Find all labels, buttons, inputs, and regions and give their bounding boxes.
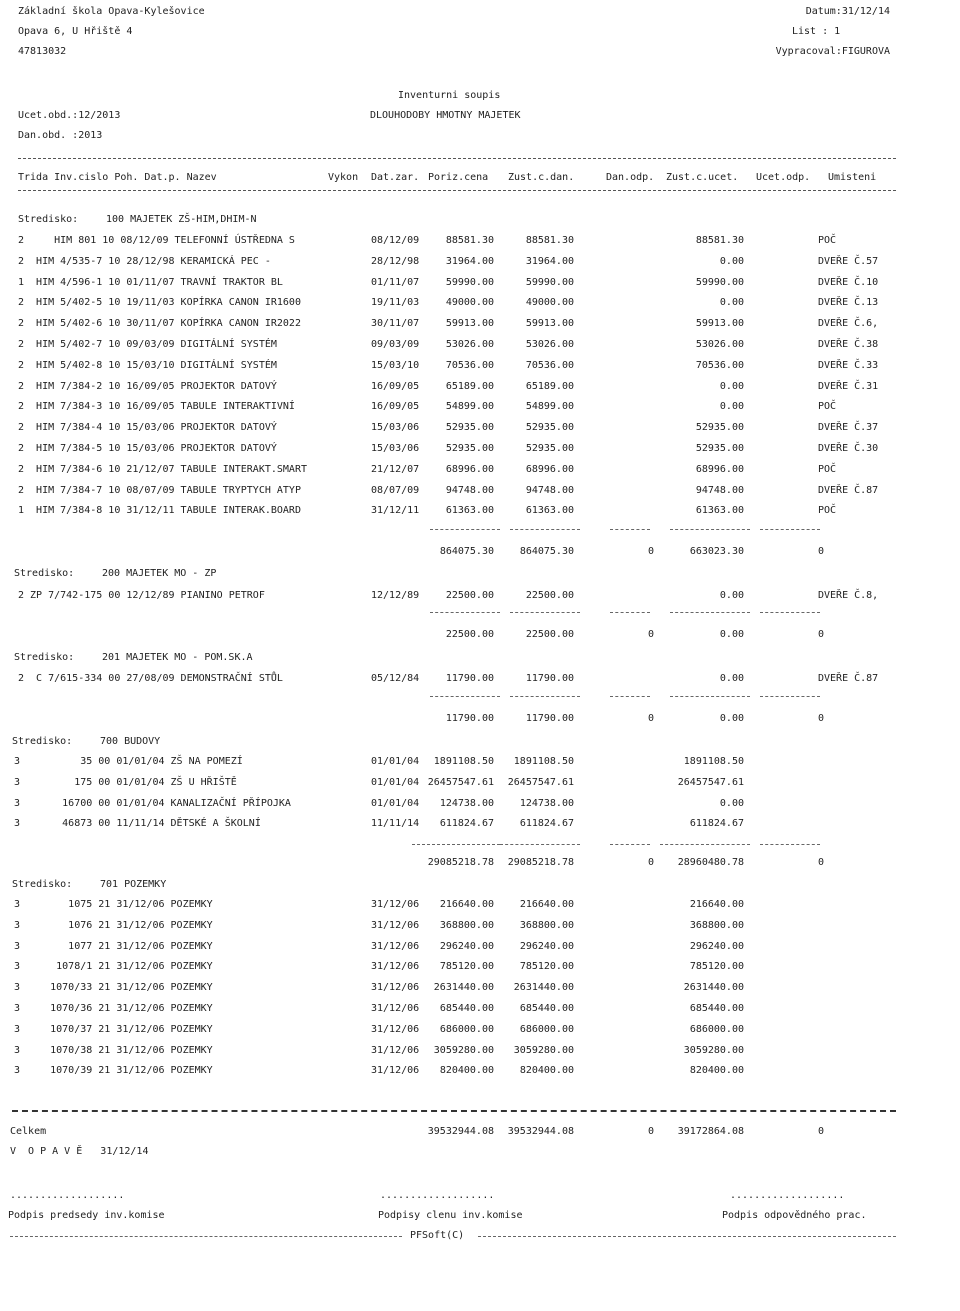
row-accounting-residual: 0.00 xyxy=(719,256,744,267)
subtotal-line xyxy=(760,612,820,613)
row-acquisition-price: 53026.00 xyxy=(445,339,494,350)
row-tax-residual: 124738.00 xyxy=(519,798,574,809)
row-acquisition-price: 820400.00 xyxy=(439,1065,494,1076)
grand-total-ucet-odp: 0 xyxy=(817,1126,824,1137)
section-label: Stredisko: xyxy=(12,736,73,747)
grand-total-label: Celkem xyxy=(10,1126,47,1137)
row-accounting-residual: 820400.00 xyxy=(689,1065,744,1076)
row-tax-residual: 54899.00 xyxy=(525,401,574,412)
row-accounting-residual: 68996.00 xyxy=(695,464,744,475)
grand-total-divider xyxy=(12,1110,896,1112)
total-tax-residual: 22500.00 xyxy=(525,629,574,640)
row-description: 2 HIM 7/384-4 10 15/03/06 PROJEKTOR DATOVÝ xyxy=(18,422,277,433)
row-location: DVEŘE Č.57 xyxy=(818,256,879,267)
subtotal-line xyxy=(670,612,750,613)
subtotal-line xyxy=(660,844,750,845)
row-acquired-date: 01/01/04 xyxy=(371,756,420,767)
section-label: Stredisko: xyxy=(14,568,75,579)
subtotal-line xyxy=(760,844,820,845)
col-vykon: Vykon xyxy=(328,172,359,183)
row-description: 2 HIM 5/402-7 10 09/03/09 DIGITÁLNÍ SYSTÉM xyxy=(18,339,277,350)
row-description: 3 1075 21 31/12/06 POZEMKY xyxy=(14,899,213,910)
subtotal-line xyxy=(670,529,750,530)
row-acquisition-price: 61363.00 xyxy=(445,505,494,516)
row-accounting-residual: 368800.00 xyxy=(689,920,744,931)
row-acquired-date: 28/12/98 xyxy=(371,256,420,267)
row-acquired-date: 01/01/04 xyxy=(371,777,420,788)
row-tax-residual: 94748.00 xyxy=(525,485,574,496)
row-acquisition-price: 68996.00 xyxy=(445,464,494,475)
row-description: 3 16700 00 01/01/04 KANALIZAČNÍ PŘÍPOJKA xyxy=(14,798,291,809)
row-acquired-date: 15/03/06 xyxy=(371,422,420,433)
row-acquisition-price: 52935.00 xyxy=(445,422,494,433)
row-accounting-residual: 0.00 xyxy=(719,381,744,392)
row-description: 2 HIM 5/402-6 10 30/11/07 KOPÍRKA CANON IR2022 xyxy=(18,318,301,329)
total-acquisition-price: 29085218.78 xyxy=(427,857,494,868)
row-acquired-date: 19/11/03 xyxy=(371,297,420,308)
section-label: Stredisko: xyxy=(18,214,79,225)
row-description: 2 HIM 7/384-2 10 16/09/05 PROJEKTOR DATOVÝ xyxy=(18,381,277,392)
row-acquisition-price: 59913.00 xyxy=(445,318,494,329)
row-acquired-date: 11/11/14 xyxy=(371,818,420,829)
row-description: 1 HIM 7/384-8 10 31/12/11 TABULE INTERAK.BOARD xyxy=(18,505,301,516)
subtotal-line xyxy=(500,844,580,845)
subtotal-line xyxy=(430,696,500,697)
row-acquisition-price: 59990.00 xyxy=(445,277,494,288)
section-code: 701 POZEMKY xyxy=(100,879,167,890)
grand-total-zust-ucet: 39172864.08 xyxy=(677,1126,744,1137)
row-accounting-residual: 53026.00 xyxy=(695,339,744,350)
total-accounting-residual: 0.00 xyxy=(719,713,744,724)
col-umisteni: Umisteni xyxy=(828,172,877,183)
row-description: 3 1078/1 21 31/12/06 POZEMKY xyxy=(14,961,213,972)
row-accounting-residual: 686000.00 xyxy=(689,1024,744,1035)
row-accounting-residual: 26457547.61 xyxy=(677,777,744,788)
total-tax-residual: 864075.30 xyxy=(519,546,574,557)
row-acquisition-price: 685440.00 xyxy=(439,1003,494,1014)
subtotal-line xyxy=(610,529,650,530)
row-tax-residual: 820400.00 xyxy=(519,1065,574,1076)
row-tax-residual: 53026.00 xyxy=(525,339,574,350)
row-acquisition-price: 26457547.61 xyxy=(427,777,494,788)
row-acquisition-price: 70536.00 xyxy=(445,360,494,371)
row-acquisition-price: 31964.00 xyxy=(445,256,494,267)
school-address: Opava 6, U Hřiště 4 xyxy=(18,26,133,37)
total-accounting-depreciation: 0 xyxy=(817,713,824,724)
row-acquired-date: 31/12/11 xyxy=(371,505,420,516)
row-location: DVEŘE Č.31 xyxy=(818,381,879,392)
signature-responsible: Podpis odpovědného prac. xyxy=(722,1210,867,1221)
subtotal-line xyxy=(670,696,750,697)
row-accounting-residual: 3059280.00 xyxy=(683,1045,744,1056)
total-accounting-residual: 28960480.78 xyxy=(677,857,744,868)
row-description: 3 1077 21 31/12/06 POZEMKY xyxy=(14,941,213,952)
row-acquired-date: 31/12/06 xyxy=(371,982,420,993)
row-tax-residual: 68996.00 xyxy=(525,464,574,475)
row-accounting-residual: 59990.00 xyxy=(695,277,744,288)
row-accounting-residual: 2631440.00 xyxy=(683,982,744,993)
row-location: POČ xyxy=(818,505,837,516)
row-acquisition-price: 296240.00 xyxy=(439,941,494,952)
col-zust-dan: Zust.c.dan. xyxy=(508,172,575,183)
row-acquired-date: 08/12/09 xyxy=(371,235,420,246)
grand-total-zust-dan: 39532944.08 xyxy=(507,1126,574,1137)
grand-total-dan-odp: 0 xyxy=(647,1126,654,1137)
row-accounting-residual: 59913.00 xyxy=(695,318,744,329)
row-acquisition-price: 2631440.00 xyxy=(433,982,494,993)
row-acquisition-price: 124738.00 xyxy=(439,798,494,809)
row-accounting-residual: 52935.00 xyxy=(695,422,744,433)
row-acquisition-price: 49000.00 xyxy=(445,297,494,308)
subtotal-line xyxy=(430,529,500,530)
row-description: 3 46873 00 11/11/14 DĚTSKÉ A ŠKOLNÍ xyxy=(14,818,261,829)
row-location: DVEŘE Č.38 xyxy=(818,339,879,350)
row-location: POČ xyxy=(818,235,837,246)
row-accounting-residual: 611824.67 xyxy=(689,818,744,829)
signature-dots: ................... xyxy=(730,1190,845,1201)
row-description: 2 HIM 7/384-7 10 08/07/09 TABULE TRYPTYCH ATYP xyxy=(18,485,301,496)
section-code: 700 BUDOVY xyxy=(100,736,161,747)
accounting-period: Ucet.obd.:12/2013 xyxy=(18,110,121,121)
row-tax-residual: 686000.00 xyxy=(519,1024,574,1035)
row-description: 3 1076 21 31/12/06 POZEMKY xyxy=(14,920,213,931)
row-description: 2 HIM 4/535-7 10 28/12/98 KERAMICKÁ PEC - xyxy=(18,256,271,267)
row-tax-residual: 1891108.50 xyxy=(513,756,574,767)
row-acquired-date: 30/11/07 xyxy=(371,318,420,329)
col-ucet-odp: Ucet.odp. xyxy=(756,172,811,183)
row-acquisition-price: 3059280.00 xyxy=(433,1045,494,1056)
row-tax-residual: 2631440.00 xyxy=(513,982,574,993)
row-acquired-date: 31/12/06 xyxy=(371,941,420,952)
row-description: 2 HIM 5/402-8 10 15/03/10 DIGITÁLNÍ SYSTÉM xyxy=(18,360,277,371)
subtotal-line xyxy=(610,612,650,613)
subtotal-line xyxy=(760,696,820,697)
place-date: V O P A V Ě 31/12/14 xyxy=(10,1146,149,1157)
total-tax-depreciation: 0 xyxy=(647,713,654,724)
row-acquisition-price: 216640.00 xyxy=(439,899,494,910)
row-acquired-date: 01/11/07 xyxy=(371,277,420,288)
row-location: POČ xyxy=(818,401,837,412)
row-acquisition-price: 88581.30 xyxy=(445,235,494,246)
subtotal-line xyxy=(760,529,820,530)
row-acquired-date: 16/09/05 xyxy=(371,381,420,392)
row-acquisition-price: 368800.00 xyxy=(439,920,494,931)
row-location: DVEŘE Č.6, xyxy=(818,318,879,329)
row-accounting-residual: 70536.00 xyxy=(695,360,744,371)
total-tax-residual: 11790.00 xyxy=(525,713,574,724)
row-tax-residual: 61363.00 xyxy=(525,505,574,516)
total-acquisition-price: 11790.00 xyxy=(445,713,494,724)
subtotal-line xyxy=(510,529,580,530)
row-location: DVEŘE Č.8, xyxy=(818,590,879,601)
row-description: 3 1070/33 21 31/12/06 POZEMKY xyxy=(14,982,213,993)
subtotal-line xyxy=(610,696,650,697)
col-dan-odp: Dan.odp. xyxy=(606,172,655,183)
row-acquired-date: 15/03/06 xyxy=(371,443,420,454)
footer-line-right xyxy=(478,1236,896,1237)
prepared-by: Vypracoval:FIGUROVA xyxy=(775,46,890,57)
row-accounting-residual: 0.00 xyxy=(719,798,744,809)
row-accounting-residual: 0.00 xyxy=(719,401,744,412)
row-tax-residual: 611824.67 xyxy=(519,818,574,829)
row-acquired-date: 31/12/06 xyxy=(371,920,420,931)
row-description: 3 1070/38 21 31/12/06 POZEMKY xyxy=(14,1045,213,1056)
row-tax-residual: 70536.00 xyxy=(525,360,574,371)
row-accounting-residual: 0.00 xyxy=(719,673,744,684)
row-accounting-residual: 685440.00 xyxy=(689,1003,744,1014)
row-acquired-date: 12/12/89 xyxy=(371,590,420,601)
total-accounting-residual: 0.00 xyxy=(719,629,744,640)
row-accounting-residual: 61363.00 xyxy=(695,505,744,516)
row-location: POČ xyxy=(818,464,837,475)
footer-line-left xyxy=(10,1236,402,1237)
row-description: 3 1070/36 21 31/12/06 POZEMKY xyxy=(14,1003,213,1014)
school-ico: 47813032 xyxy=(18,46,67,57)
software-credit: PFSoft(C) xyxy=(410,1230,465,1241)
row-accounting-residual: 1891108.50 xyxy=(683,756,744,767)
row-tax-residual: 59990.00 xyxy=(525,277,574,288)
row-acquired-date: 31/12/06 xyxy=(371,961,420,972)
row-accounting-residual: 0.00 xyxy=(719,297,744,308)
row-tax-residual: 52935.00 xyxy=(525,422,574,433)
tax-period: Dan.obd. :2013 xyxy=(18,130,103,141)
row-tax-residual: 11790.00 xyxy=(525,673,574,684)
row-accounting-residual: 296240.00 xyxy=(689,941,744,952)
row-description: 3 35 00 01/01/04 ZŠ NA POMEZÍ xyxy=(14,756,243,767)
row-accounting-residual: 94748.00 xyxy=(695,485,744,496)
header-divider-top xyxy=(18,158,896,159)
row-accounting-residual: 88581.30 xyxy=(695,235,744,246)
section-label: Stredisko: xyxy=(14,652,75,663)
row-description: 1 HIM 4/596-1 10 01/11/07 TRAVNÍ TRAKTOR BL xyxy=(18,277,283,288)
section-label: Stredisko: xyxy=(12,879,73,890)
total-accounting-depreciation: 0 xyxy=(817,629,824,640)
row-location: DVEŘE Č.87 xyxy=(818,673,879,684)
row-acquired-date: 31/12/06 xyxy=(371,1003,420,1014)
signature-dots: ................... xyxy=(380,1190,495,1201)
print-date: Datum:31/12/14 xyxy=(805,6,890,17)
col-zust-ucet: Zust.c.ucet. xyxy=(666,172,739,183)
report-title: Inventurni soupis xyxy=(398,90,501,101)
row-tax-residual: 22500.00 xyxy=(525,590,574,601)
section-code: 201 MAJETEK MO - POM.SK.A xyxy=(102,652,253,663)
row-description: 3 175 00 01/01/04 ZŠ U HŘIŠTĚ xyxy=(14,777,237,788)
row-acquired-date: 05/12/84 xyxy=(371,673,420,684)
row-description: 2 HIM 7/384-3 10 16/09/05 TABULE INTERAKTIVNÍ xyxy=(18,401,295,412)
row-description: 2 ZP 7/742-175 00 12/12/89 PIANINO PETROF xyxy=(18,590,265,601)
total-accounting-depreciation: 0 xyxy=(817,857,824,868)
row-location: DVEŘE Č.10 xyxy=(818,277,879,288)
row-description: 2 HIM 801 10 08/12/09 TELEFONNÍ ÚSTŘEDNA S xyxy=(18,235,295,246)
total-tax-residual: 29085218.78 xyxy=(507,857,574,868)
row-acquisition-price: 686000.00 xyxy=(439,1024,494,1035)
signature-chairman: Podpis predsedy inv.komise xyxy=(8,1210,165,1221)
section-code: 100 MAJETEK ZŠ-HIM,DHIM-N xyxy=(106,214,257,225)
subtotal-line xyxy=(430,612,500,613)
report-subtitle: DLOUHODOBY HMOTNY MAJETEK xyxy=(370,110,521,121)
col-poriz: Poriz.cena xyxy=(428,172,489,183)
row-tax-residual: 59913.00 xyxy=(525,318,574,329)
row-acquisition-price: 22500.00 xyxy=(445,590,494,601)
total-accounting-residual: 663023.30 xyxy=(689,546,744,557)
row-acquired-date: 15/03/10 xyxy=(371,360,420,371)
row-tax-residual: 49000.00 xyxy=(525,297,574,308)
row-location: DVEŘE Č.37 xyxy=(818,422,879,433)
row-tax-residual: 296240.00 xyxy=(519,941,574,952)
row-acquired-date: 31/12/06 xyxy=(371,1024,420,1035)
row-accounting-residual: 216640.00 xyxy=(689,899,744,910)
col-left: Trida Inv.cislo Poh. Dat.p. Nazev xyxy=(18,172,217,183)
row-acquisition-price: 94748.00 xyxy=(445,485,494,496)
row-tax-residual: 65189.00 xyxy=(525,381,574,392)
row-accounting-residual: 52935.00 xyxy=(695,443,744,454)
row-accounting-residual: 785120.00 xyxy=(689,961,744,972)
row-description: 2 HIM 7/384-5 10 15/03/06 PROJEKTOR DATOVÝ xyxy=(18,443,277,454)
row-tax-residual: 685440.00 xyxy=(519,1003,574,1014)
row-acquired-date: 16/09/05 xyxy=(371,401,420,412)
section-code: 200 MAJETEK MO - ZP xyxy=(102,568,217,579)
row-acquired-date: 01/01/04 xyxy=(371,798,420,809)
row-acquired-date: 31/12/06 xyxy=(371,1065,420,1076)
col-dat-zar: Dat.zar. xyxy=(371,172,420,183)
row-acquisition-price: 54899.00 xyxy=(445,401,494,412)
row-acquisition-price: 65189.00 xyxy=(445,381,494,392)
row-acquired-date: 31/12/06 xyxy=(371,1045,420,1056)
row-acquisition-price: 785120.00 xyxy=(439,961,494,972)
subtotal-line xyxy=(412,844,500,845)
row-location: DVEŘE Č.30 xyxy=(818,443,879,454)
row-acquisition-price: 1891108.50 xyxy=(433,756,494,767)
header-divider-bottom xyxy=(18,190,896,191)
total-accounting-depreciation: 0 xyxy=(817,546,824,557)
row-acquisition-price: 11790.00 xyxy=(445,673,494,684)
row-tax-residual: 368800.00 xyxy=(519,920,574,931)
subtotal-line xyxy=(610,844,650,845)
row-description: 3 1070/39 21 31/12/06 POZEMKY xyxy=(14,1065,213,1076)
signature-members: Podpisy clenu inv.komise xyxy=(378,1210,523,1221)
row-acquired-date: 08/07/09 xyxy=(371,485,420,496)
row-tax-residual: 31964.00 xyxy=(525,256,574,267)
school-name: Základní škola Opava-Kylešovice xyxy=(18,6,205,17)
row-tax-residual: 26457547.61 xyxy=(507,777,574,788)
row-tax-residual: 3059280.00 xyxy=(513,1045,574,1056)
grand-total-poriz: 39532944.08 xyxy=(427,1126,494,1137)
total-acquisition-price: 864075.30 xyxy=(439,546,494,557)
row-location: DVEŘE Č.33 xyxy=(818,360,879,371)
row-acquired-date: 09/03/09 xyxy=(371,339,420,350)
row-acquisition-price: 52935.00 xyxy=(445,443,494,454)
signature-dots: ................... xyxy=(10,1190,125,1201)
total-tax-depreciation: 0 xyxy=(647,629,654,640)
row-location: DVEŘE Č.87 xyxy=(818,485,879,496)
row-acquisition-price: 611824.67 xyxy=(439,818,494,829)
row-tax-residual: 52935.00 xyxy=(525,443,574,454)
row-accounting-residual: 0.00 xyxy=(719,590,744,601)
row-description: 3 1070/37 21 31/12/06 POZEMKY xyxy=(14,1024,213,1035)
row-location: DVEŘE Č.13 xyxy=(818,297,879,308)
total-tax-depreciation: 0 xyxy=(647,857,654,868)
row-acquired-date: 31/12/06 xyxy=(371,899,420,910)
subtotal-line xyxy=(510,696,580,697)
row-description: 2 C 7/615-334 00 27/08/09 DEMONSTRAČNÍ STŮL xyxy=(18,673,283,684)
row-tax-residual: 216640.00 xyxy=(519,899,574,910)
total-tax-depreciation: 0 xyxy=(647,546,654,557)
total-acquisition-price: 22500.00 xyxy=(445,629,494,640)
row-description: 2 HIM 7/384-6 10 21/12/07 TABULE INTERAKT.SMART xyxy=(18,464,307,475)
page-number: List : 1 xyxy=(792,26,841,37)
row-description: 2 HIM 5/402-5 10 19/11/03 KOPÍRKA CANON IR1600 xyxy=(18,297,301,308)
subtotal-line xyxy=(510,612,580,613)
row-tax-residual: 785120.00 xyxy=(519,961,574,972)
row-tax-residual: 88581.30 xyxy=(525,235,574,246)
row-acquired-date: 21/12/07 xyxy=(371,464,420,475)
